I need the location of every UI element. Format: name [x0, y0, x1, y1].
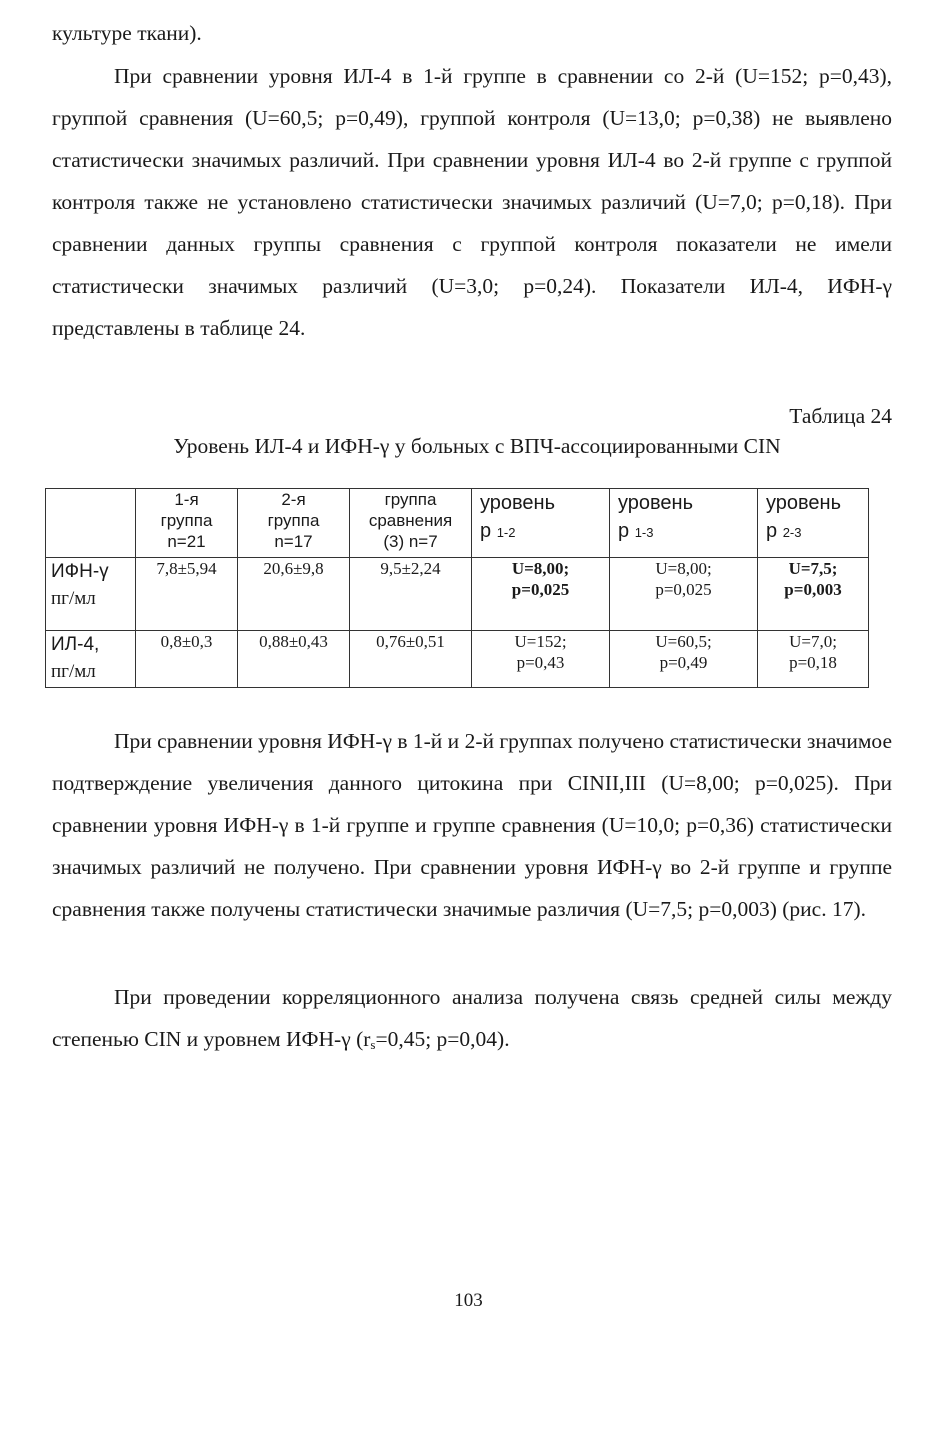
page-number: 103	[454, 1290, 483, 1311]
paragraph-il4-comparison: При сравнении уровня ИЛ-4 в 1-й группе в сравнении со 2-й (U=152; p=0,43), группой сравнения (U=60,5; p=0,49), группой контроля (U=13,0; p=0,38) не выявлено статистически значимых различий. При сравнении уровня ИЛ-4 во 2-й группе с группой контроля также не установлено статистически значимых различий (U=7,0; p=0,18). При сравнении данных группы сравнения с группой контроля показатели не имели статистически значимых различий (U=3,0; p=0,24). Показатели ИЛ-4, ИФН-γ представлены в таблице 24.	[52, 64, 892, 340]
cell-g1: 7,8±5,94	[136, 558, 238, 631]
cell-g2: 0,88±0,43	[238, 631, 350, 688]
header-text	[618, 517, 753, 547]
row-unit: пг/мл	[51, 661, 96, 682]
header-text	[480, 517, 605, 547]
cell-u-value: U=8,00;	[655, 559, 712, 578]
cell-g3: 0,76±0,51	[350, 631, 472, 688]
cell-g1: 0,8±0,3	[136, 631, 238, 688]
header-p-2-3	[758, 489, 869, 558]
header-empty-cell	[46, 489, 136, 558]
cell-g3: 9,5±2,24	[350, 558, 472, 631]
cell-g2: 20,6±9,8	[238, 558, 350, 631]
row-label-cell	[46, 558, 136, 631]
cell-p-value: p=0,43	[516, 653, 565, 672]
table-row-il4	[46, 631, 869, 688]
correlation-text-start: При проведении корреляционного анализа получена связь средней силы между степенью CIN и уровнем ИФН-γ (r	[52, 985, 892, 1051]
cell-u-value: U=7,5;	[788, 559, 838, 578]
header-text: 2-я	[281, 490, 306, 509]
header-text: сравнения	[368, 511, 453, 530]
header-group-2	[238, 489, 350, 558]
cell-p-value: p=0,18	[789, 653, 837, 672]
cell-p13	[610, 558, 758, 631]
cell-u-value: U=152;	[514, 632, 567, 651]
header-text: группа	[267, 511, 320, 530]
paragraph-ifn-comparison: При сравнении уровня ИФН-γ в 1-й и 2-й группах получено статистически значимое подтверждение увеличения данного цитокина при CINII,III (U=8,00; p=0,025). При сравнении уровня ИФН-γ в 1-й группе и группе сравнения (U=10,0; p=0,36) статистически значимых различий не получено. При сравнении уровня ИФН-γ во 2-й группе и группе сравнения также получены статистически значимые различия (U=7,5; p=0,003) (рис. 17).	[52, 729, 892, 921]
cell-p12	[472, 631, 610, 688]
header-p-symbol: p	[480, 520, 492, 542]
header-text: уровень	[766, 492, 842, 514]
cell-p-value: p=0,003	[784, 580, 842, 599]
table-row-ifn-gamma	[46, 558, 869, 631]
table-label: Таблица 24	[789, 404, 892, 428]
header-p-symbol: p	[618, 520, 630, 542]
cell-u-value: U=8,00;	[511, 559, 570, 578]
header-p-symbol: p	[766, 520, 778, 542]
table-caption: Уровень ИЛ-4 и ИФН-γ у больных с ВПЧ-ассоциированными CIN	[173, 434, 781, 458]
header-p-1-3	[610, 489, 758, 558]
header-text: уровень	[618, 492, 694, 514]
header-text: уровень	[480, 492, 556, 514]
cell-p-value: p=0,025	[655, 580, 712, 599]
header-group-1	[136, 489, 238, 558]
row-label: ИЛ-4,	[51, 634, 100, 655]
cytokine-table	[45, 488, 869, 688]
row-label-cell	[46, 631, 136, 688]
header-comparison-group	[350, 489, 472, 558]
header-text: 1-я	[174, 490, 199, 509]
header-p-subscript: 2-3	[782, 525, 802, 540]
paragraph-correlation	[52, 976, 892, 1066]
cell-p13	[610, 631, 758, 688]
header-p-1-2	[472, 489, 610, 558]
header-text: (3) n=7	[383, 532, 438, 551]
cell-u-value: U=60,5;	[655, 632, 712, 651]
cell-p12	[472, 558, 610, 631]
cell-p-value: p=0,49	[659, 653, 708, 672]
cell-u-value: U=7,0;	[789, 632, 837, 651]
cell-p-value: p=0,025	[511, 580, 570, 599]
header-text: n=17	[274, 532, 313, 551]
table-header-row	[46, 489, 869, 558]
header-p-subscript: 1-3	[634, 525, 654, 540]
header-text	[766, 517, 864, 547]
row-unit: пг/мл	[51, 588, 96, 609]
paragraph-continuation: культуре ткани).	[52, 21, 202, 45]
row-label: ИФН-γ	[51, 561, 109, 582]
header-p-subscript: 1-2	[496, 525, 516, 540]
correlation-text-end: =0,45; p=0,04).	[375, 1027, 510, 1051]
header-text: группа	[160, 511, 213, 530]
correlation-subscript: s	[370, 1037, 376, 1052]
header-text: группа	[384, 490, 437, 509]
header-text: n=21	[167, 532, 206, 551]
cell-p23	[758, 558, 869, 631]
cell-p23	[758, 631, 869, 688]
